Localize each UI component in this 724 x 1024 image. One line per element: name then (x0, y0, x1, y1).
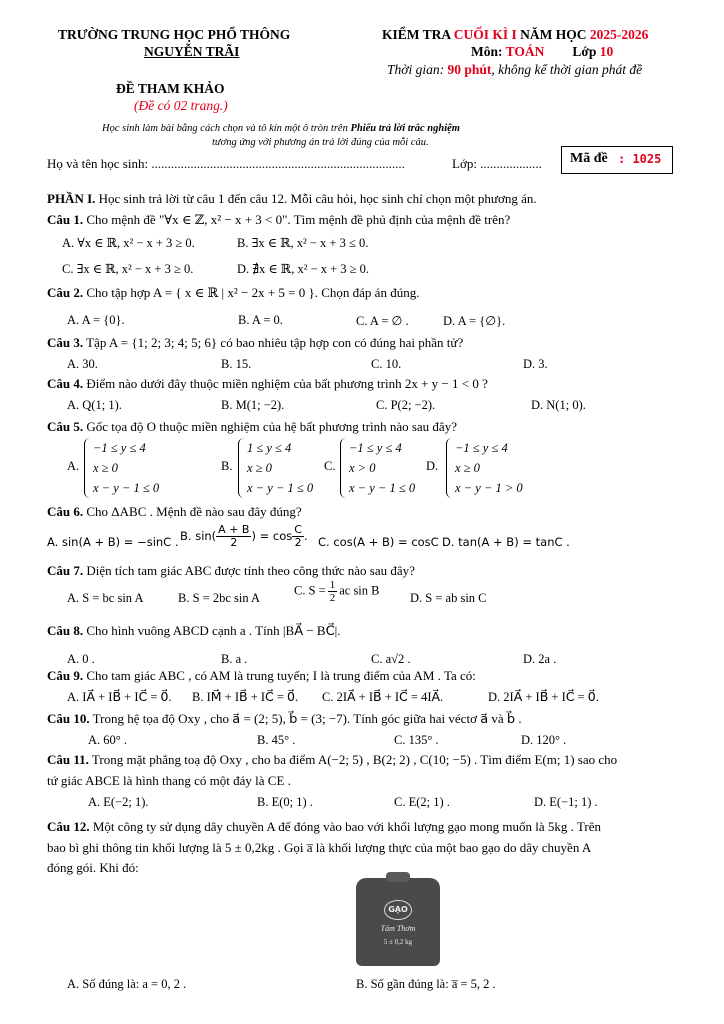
rice-bag-image (356, 878, 440, 966)
q8-option-a[interactable]: A. 0 . (67, 652, 95, 666)
q5-option-c-system[interactable]: −1 ≤ y ≤ 4 x > 0 x − y − 1 ≤ 0 (340, 438, 441, 498)
exam-code-box (561, 146, 673, 174)
q3-option-a[interactable]: A. 30. (67, 357, 98, 371)
subject-line: Môn: TOÁN Lớp 10 (471, 44, 614, 59)
q5-option-b-system[interactable]: 1 ≤ y ≤ 4 x ≥ 0 x − y − 1 ≤ 0 (238, 438, 335, 498)
question-3: Câu 3. Tập A = {1; 2; 3; 4; 5; 6} có bao nhiêu tập hợp con có đúng hai phần tử? (47, 335, 464, 350)
exam-code-value: : 1025 (618, 152, 662, 166)
q2-option-d[interactable]: D. A = {∅}. (443, 314, 506, 328)
school-name-line2: NGUYỄN TRÃI (144, 44, 240, 59)
q3-option-c[interactable]: C. 10. (371, 357, 402, 371)
q4-option-d[interactable]: D. N(1; 0). (531, 398, 586, 412)
q7-option-b[interactable]: B. S = 2bc sin A (178, 591, 261, 605)
question-1: Câu 1. Cho mệnh đề "∀x ∈ ℤ, x² − x + 3 < 0". Tìm mệnh đề phủ định của mệnh đề trên? (47, 212, 511, 227)
question-10: Câu 10. Trong hệ tọa độ Oxy , cho a⃗ = (2; 5), b⃗ = (3; −7). Tính góc giữa hai véctơ a⃗ và b⃗ . (47, 711, 522, 726)
exam-title: KIỂM TRA CUỐI KÌ I NĂM HỌC 2025-2026 (382, 27, 649, 42)
q7-option-c[interactable]: C. S = $\frac{1}{2}$ ac sin B (294, 579, 380, 604)
q6-option-a[interactable]: A. sin(A + B) = −sinC . (47, 535, 179, 549)
question-12: Câu 12. Một công ty sử dụng dây chuyền A để đóng vào bao với khối lượng gạo mong muốn là 5kg . Trên (47, 819, 601, 834)
q3-option-b[interactable]: B. 15. (221, 357, 252, 371)
bag-tie (386, 872, 410, 882)
instructions-line1: Học sinh làm bài bằng cách chọn và tô kín một ô tròn trên Phiếu trả lời trắc nghiệm (102, 123, 460, 134)
q5-option-d-system[interactable]: −1 ≤ y ≤ 4 x ≥ 0 x − y − 1 > 0 (446, 438, 547, 498)
q9-option-b[interactable]: B. IM⃗ + IB⃗ + IC⃗ = 0⃗. (192, 690, 299, 704)
question-12-line2: bao bì ghi thông tin khối lượng là 5 ± 0,2kg . Gọi a̅ là khối lượng thực của một bao gạo do dây chuyền A (47, 840, 592, 855)
q8-option-b[interactable]: B. a . (221, 652, 248, 666)
q1-option-a[interactable]: A. ∀x ∈ ℝ, x² − x + 3 ≥ 0. (62, 236, 195, 250)
q5-option-c-label[interactable]: C. (324, 459, 336, 473)
q10-option-d[interactable]: D. 120° . (521, 733, 567, 747)
time-line: Thời gian: 90 phút, không kể thời gian phát đề (387, 62, 643, 77)
question-2: Câu 2. Cho tập hợp A = { x ∈ ℝ | x² − 2x + 5 = 0 }. Chọn đáp án đúng. (47, 285, 420, 300)
question-11: Câu 11. Trong mặt phẳng toạ độ Oxy , cho ba điểm A(−2; 5) , B(2; 2) , C(10; −5) . Tìm điểm E(m; 1) sao cho (47, 752, 618, 767)
q11-option-a[interactable]: A. E(−2; 1). (88, 795, 149, 809)
q8-option-c[interactable]: C. a√2 . (371, 652, 411, 666)
part1-heading: PHẦN I. Học sinh trả lời từ câu 1 đến câu 12. Mỗi câu hỏi, học sinh chỉ chọn một phương án. (47, 191, 537, 206)
q9-option-d[interactable]: D. 2IA⃗ + IB⃗ + IC⃗ = 0⃗. (488, 690, 599, 704)
q1-option-b[interactable]: B. ∃x ∈ ℝ, x² − x + 3 ≤ 0. (237, 236, 369, 250)
q6-option-b[interactable]: B. sin( $\frac{A + B}{2}$ ) = cos $\frac{C}{2}$ . (180, 523, 308, 549)
page-count: (Đề có 02 trang.) (134, 98, 228, 113)
question-5: Câu 5. Gốc tọa độ O thuộc miền nghiệm của hệ bất phương trình nào sau đây? (47, 419, 457, 434)
q8-option-d[interactable]: D. 2a . (523, 652, 557, 666)
q7-option-a[interactable]: A. S = bc sin A (67, 591, 144, 605)
q7-option-d[interactable]: D. S = ab sin C (410, 591, 487, 605)
question-4: Câu 4. Điểm nào dưới đây thuộc miền nghiệm của bất phương trình 2x + y − 1 < 0 ? (47, 376, 488, 391)
instructions-line2: tương ứng với phương án trả lời đúng của mỗi câu. (212, 137, 429, 148)
q1-option-c[interactable]: C. ∃x ∈ ℝ, x² − x + 3 ≥ 0. (62, 262, 194, 276)
q9-option-c[interactable]: C. 2IA⃗ + IB⃗ + IC⃗ = 4IA⃗. (322, 690, 444, 704)
q4-option-a[interactable]: A. Q(1; 1). (67, 398, 122, 412)
bag-product-name: Tám Thơm (380, 924, 416, 933)
q5-option-a-label[interactable]: A. (67, 459, 80, 473)
q6-option-d[interactable]: D. tan(A + B) = tanC . (442, 535, 570, 549)
question-8: Câu 8. Cho hình vuông ABCD cạnh a . Tính |BA⃗ − BC⃗|. (47, 623, 341, 638)
q2-option-b[interactable]: B. A = 0. (238, 313, 283, 327)
q12-option-b[interactable]: B. Số gần đúng là: a̅ = 5, 2 . (356, 977, 496, 991)
bag-logo: GẠO (384, 900, 412, 920)
q5-option-b-label[interactable]: B. (221, 459, 233, 473)
question-9: Câu 9. Cho tam giác ABC , có AM là trung tuyến; I là trung điểm của AM . Ta có: (47, 668, 476, 683)
exam-code-label: Mã đề (570, 151, 608, 166)
student-name-field: Họ và tên học sinh: .............................................................................. (47, 156, 405, 171)
q4-option-c[interactable]: C. P(2; −2). (376, 398, 436, 412)
q11-option-b[interactable]: B. E(0; 1) . (257, 795, 313, 809)
q5-option-a-system[interactable]: −1 ≤ y ≤ 4 x ≥ 0 x − y − 1 ≤ 0 (84, 438, 185, 498)
q10-option-c[interactable]: C. 135° . (394, 733, 439, 747)
q10-option-a[interactable]: A. 60° . (88, 733, 128, 747)
q3-option-d[interactable]: D. 3. (523, 357, 548, 371)
bag-weight-label: 5 ± 0,2 kg (383, 938, 413, 946)
q11-option-c[interactable]: C. E(2; 1) . (394, 795, 450, 809)
q9-option-a[interactable]: A. IA⃗ + IB⃗ + IC⃗ = 0⃗. (67, 690, 172, 704)
q6-option-c[interactable]: C. cos(A + B) = cosC . (318, 535, 447, 549)
q2-option-c[interactable]: C. A = ∅ . (356, 314, 409, 328)
q12-option-a[interactable]: A. Số đúng là: a = 0, 2 . (67, 977, 187, 991)
question-11-line2: tứ giác ABCE là hình thang có một đáy là CE . (47, 773, 291, 788)
q10-option-b[interactable]: B. 45° . (257, 733, 296, 747)
q4-option-b[interactable]: B. M(1; −2). (221, 398, 285, 412)
question-12-line3: đóng gói. Khi đó: (47, 860, 139, 875)
q11-option-d[interactable]: D. E(−1; 1) . (534, 795, 598, 809)
q5-option-d-label[interactable]: D. (426, 459, 439, 473)
exam-type: ĐỀ THAM KHẢO (116, 81, 225, 96)
q1-option-d[interactable]: D. ∄x ∈ ℝ, x² − x + 3 ≥ 0. (237, 262, 370, 276)
school-name-line1: TRƯỜNG TRUNG HỌC PHỔ THÔNG (58, 27, 291, 42)
class-field: Lớp: ................... (452, 156, 542, 171)
question-6: Câu 6. Cho ΔABC . Mệnh đề nào sau đây đúng? (47, 504, 302, 519)
question-7: Câu 7. Diện tích tam giác ABC được tính theo công thức nào sau đây? (47, 563, 415, 578)
q2-option-a[interactable]: A. A = {0}. (67, 313, 125, 327)
